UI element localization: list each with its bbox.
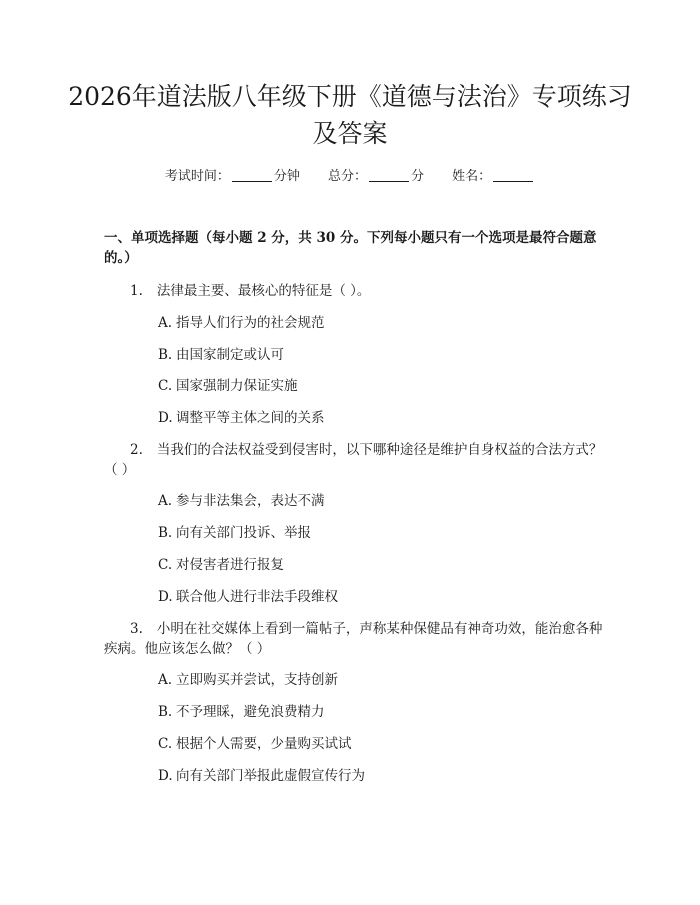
option-key: B.: [158, 525, 173, 541]
option-key: C.: [158, 736, 173, 752]
option-key: B.: [158, 347, 173, 363]
exam-time-field: [165, 167, 300, 187]
option-key: B.: [158, 704, 173, 720]
option-key: A.: [158, 315, 173, 331]
question-1-option-a: [158, 313, 325, 333]
option-text: 参与非法集会，表达不满: [176, 493, 325, 509]
option-key: A.: [158, 672, 173, 688]
option-key: C.: [158, 557, 173, 573]
exam-time-blank: [232, 167, 272, 182]
student-name-label: 姓名：: [452, 169, 492, 184]
total-score-unit: 分: [411, 169, 425, 184]
total-score-blank: [369, 167, 409, 182]
option-key: A.: [158, 493, 173, 509]
option-text: 联合他人进行非法手段维权: [176, 589, 338, 605]
question-3-option-a: [158, 670, 338, 690]
question-2-option-d: [158, 587, 338, 607]
question-number: 2.: [130, 442, 143, 458]
question-3-option-d: [158, 766, 365, 786]
exam-time-label: 考试时间：: [164, 169, 230, 184]
option-text: 国家强制力保证实施: [176, 378, 298, 394]
question-2-option-c: [158, 555, 284, 575]
option-text: 不予理睬，避免浪费精力: [176, 704, 325, 720]
exam-time-unit: 分钟: [273, 169, 300, 184]
option-key: C.: [158, 378, 173, 394]
option-text: 调整平等主体之间的关系: [176, 410, 325, 426]
total-score-field: [328, 167, 424, 187]
option-key: D.: [158, 410, 173, 426]
question-text: 当我们的合法权益受到侵害时，以下哪种途径是维护自身权益的合法方式？（ ）: [104, 442, 603, 478]
option-key: D.: [158, 768, 173, 784]
question-number: 3.: [130, 621, 143, 637]
question-3-option-b: [158, 702, 325, 722]
question-3: [104, 619, 604, 659]
option-text: 立即购买并尝试，支持创新: [176, 672, 338, 688]
page-title: 2026年道法版八年级下册《道德与法治》专项练习及答案: [68, 82, 632, 148]
exam-info-line: [0, 167, 700, 187]
student-name-blank: [493, 167, 533, 182]
option-text: 向有关部门投诉、举报: [176, 525, 311, 541]
total-score-label: 总分：: [327, 169, 367, 184]
question-3-option-c: [158, 734, 352, 754]
student-name-field: [452, 167, 535, 187]
option-text: 向有关部门举报此虚假宣传行为: [176, 768, 365, 784]
question-1-option-c: [158, 376, 298, 396]
question-text: 法律最主要、最核心的特征是（ ）。: [156, 283, 371, 299]
question-text: 小明在社交媒体上看到一篇帖子，声称某种保健品有神奇功效，能治愈各种疾病。他应该怎么做？（ ）: [104, 621, 603, 657]
option-text: 由国家制定或认可: [176, 347, 284, 363]
question-1-option-d: [158, 408, 325, 428]
section-heading: 一、单项选择题（每小题 2 分，共 30 分。下列每小题只有一个选项是最符合题意的。）: [104, 230, 597, 266]
question-1-option-b: [158, 345, 284, 365]
option-text: 对侵害者进行报复: [176, 557, 284, 573]
option-key: D.: [158, 589, 173, 605]
question-2-option-b: [158, 523, 311, 543]
question-number: 1.: [130, 283, 143, 299]
option-text: 根据个人需要，少量购买试试: [176, 736, 352, 752]
question-2: [104, 440, 604, 480]
question-1: [104, 281, 604, 301]
question-2-option-a: [158, 491, 325, 511]
option-text: 指导人们行为的社会规范: [176, 315, 325, 331]
